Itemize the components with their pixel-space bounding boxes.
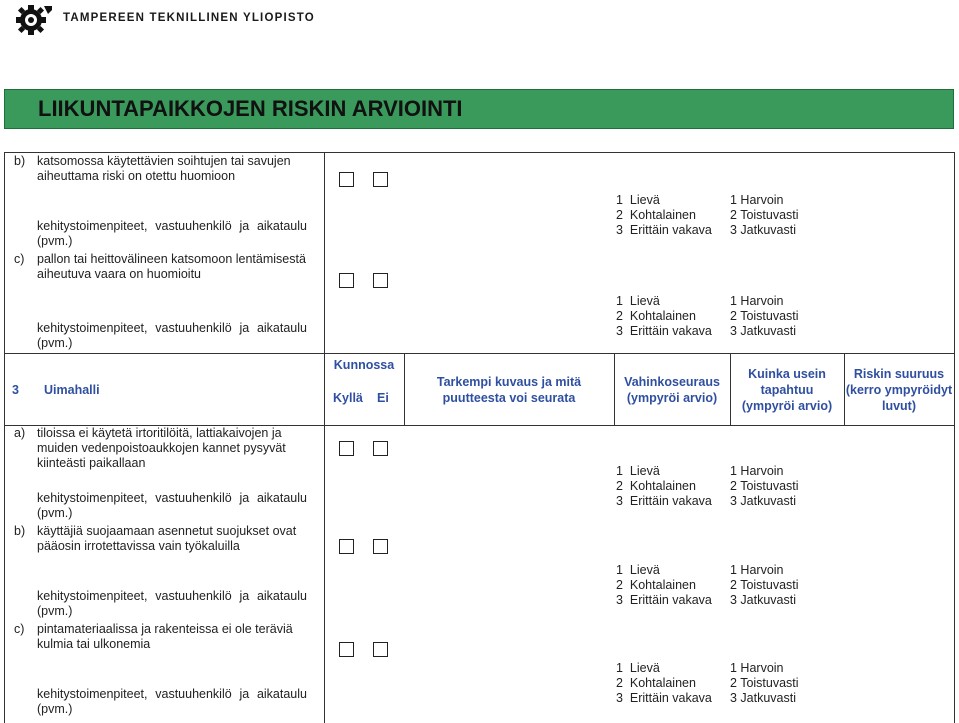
item-text: pintamateriaalissa ja rakenteissa ei ole teräviä kulmia tai ulkonemia: [37, 622, 293, 651]
no-checkbox[interactable]: [373, 539, 388, 554]
table-border-top: [4, 152, 955, 153]
section-divider-top: [4, 353, 955, 354]
frequency-options[interactable]: 1 Harvoin 2 Toistuvasti 3 Jatkuvasti: [730, 661, 799, 705]
university-name: TAMPEREEN TEKNILLINEN YLIOPISTO: [63, 12, 315, 24]
item-letter: a): [14, 426, 26, 440]
no-checkbox[interactable]: [373, 273, 388, 288]
frequency-options[interactable]: 1 Harvoin 2 Toistuvasti 3 Jatkuvasti: [730, 294, 799, 338]
development-label-date: (pvm.): [37, 234, 73, 248]
development-label-date: (pvm.): [37, 604, 73, 618]
page-title: LIIKUNTAPAIKKOJEN RISKIN ARVIOINTI: [38, 96, 463, 121]
development-label: kehitystoimenpiteet, vastuuhenkilö ja aikataulu: [37, 491, 307, 505]
frequency-options[interactable]: 1 Harvoin 2 Toistuvasti 3 Jatkuvasti: [730, 464, 799, 508]
no-checkbox[interactable]: [373, 642, 388, 657]
item-letter: b): [14, 524, 26, 538]
section-number: 3: [12, 383, 19, 397]
item-letter: c): [14, 252, 25, 266]
item-letter: c): [14, 622, 25, 636]
development-label: kehitystoimenpiteet, vastuuhenkilö ja aikataulu: [37, 687, 307, 701]
yes-checkbox[interactable]: [339, 273, 354, 288]
yes-checkbox[interactable]: [339, 642, 354, 657]
no-checkbox[interactable]: [373, 172, 388, 187]
development-label-date: (pvm.): [37, 702, 73, 716]
section-title: Uimahalli: [44, 383, 100, 397]
table-border-right: [954, 152, 955, 723]
table-border-left: [4, 152, 5, 723]
frequency-options[interactable]: 1 Harvoin 2 Toistuvasti 3 Jatkuvasti: [730, 193, 799, 237]
frequency-header: Kuinka usein tapahtuu (ympyröi arvio): [741, 367, 833, 413]
development-label-date: (pvm.): [37, 506, 73, 520]
item-text: katsomossa käytettävien soihtujen tai savujen aiheuttama riski on otettu huomioon: [37, 154, 291, 183]
item-text: pallon tai heittovälineen katsomoon lentämisestä aiheutuva vaara on huomioitu: [37, 252, 306, 281]
university-logo-icon: [14, 2, 54, 38]
yes-checkbox[interactable]: [339, 539, 354, 554]
severity-options[interactable]: 1 Lievä 2 Kohtalainen 3 Erittäin vakava: [616, 193, 712, 237]
risk-header: Riskin suuruus (kerro ympyröidyt luvut): [845, 367, 953, 413]
consequence-header: Vahinkoseuraus (ympyröi arvio): [624, 375, 720, 405]
item-text: käyttäjiä suojaamaan asennetut suojukset ovat pääosin irrotettavissa vain työkaluilla: [37, 524, 297, 553]
severity-options[interactable]: 1 Lievä 2 Kohtalainen 3 Erittäin vakava: [616, 294, 712, 338]
severity-options[interactable]: 1 Lievä 2 Kohtalainen 3 Erittäin vakava: [616, 464, 712, 508]
development-label: kehitystoimenpiteet, vastuuhenkilö ja aikataulu: [37, 321, 307, 335]
description-header: Tarkempi kuvaus ja mitä puutteesta voi seurata: [436, 375, 582, 405]
item-letter: b): [14, 154, 26, 168]
frequency-options[interactable]: 1 Harvoin 2 Toistuvasti 3 Jatkuvasti: [730, 563, 799, 607]
no-header: Ei: [377, 391, 389, 405]
development-label: kehitystoimenpiteet, vastuuhenkilö ja aikataulu: [37, 219, 307, 233]
item-text: tiloissa ei käytetä irtoritilöitä, lattiakaivojen ja muiden vedenpoistoaukkojen kannet pysyvät kiinteästi paikallaan: [37, 426, 286, 470]
development-label: kehitystoimenpiteet, vastuuhenkilö ja aikataulu: [37, 589, 307, 603]
yes-header: Kyllä: [333, 391, 363, 405]
yes-checkbox[interactable]: [339, 172, 354, 187]
development-label-date: (pvm.): [37, 336, 73, 350]
condition-header: Kunnossa: [333, 358, 395, 372]
severity-options[interactable]: 1 Lievä 2 Kohtalainen 3 Erittäin vakava: [616, 563, 712, 607]
yes-checkbox[interactable]: [339, 441, 354, 456]
no-checkbox[interactable]: [373, 441, 388, 456]
column-divider: [324, 152, 325, 723]
severity-options[interactable]: 1 Lievä 2 Kohtalainen 3 Erittäin vakava: [616, 661, 712, 705]
